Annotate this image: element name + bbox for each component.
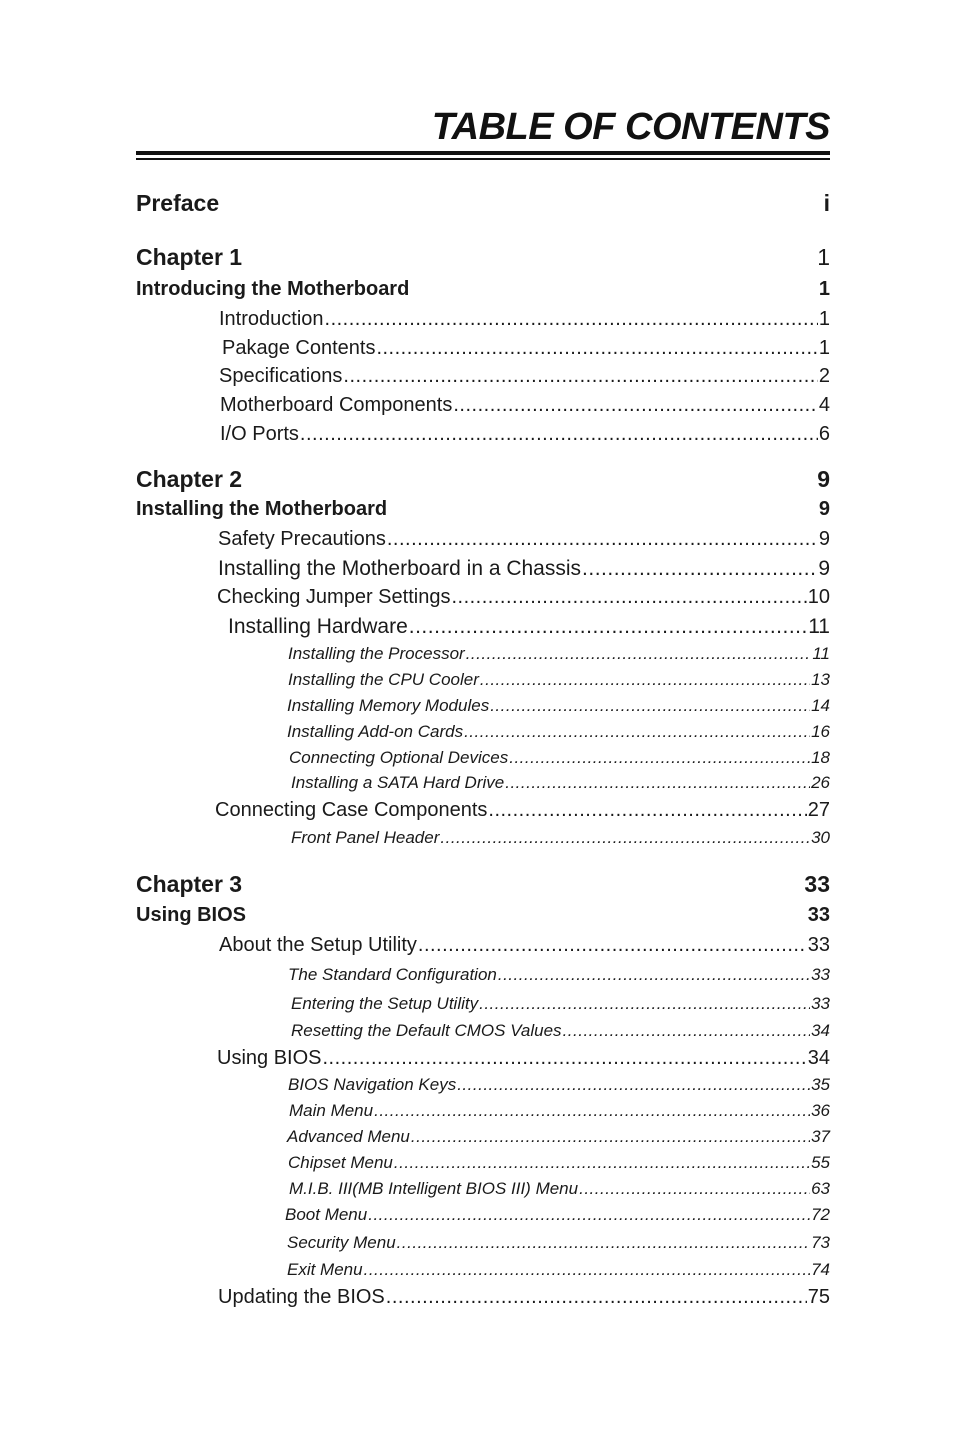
toc-entry[interactable] <box>220 394 830 417</box>
toc-entry[interactable] <box>291 773 830 793</box>
leader-dots <box>498 965 810 985</box>
toc-entry-text: Chipset Menu <box>288 1153 393 1172</box>
toc-entry[interactable] <box>219 308 830 331</box>
toc-entry-page: 63 <box>811 1179 830 1198</box>
toc-entry-page: 10 <box>807 586 830 608</box>
toc-entry-text: Chapter 2 <box>136 466 243 492</box>
toc-chapter-2-title[interactable] <box>136 498 830 521</box>
toc-entry-text: Installing the Processor <box>288 644 465 663</box>
leader-dots <box>411 1127 810 1147</box>
title-rule-thin <box>136 158 830 160</box>
toc-entry-text: Connecting Optional Devices <box>289 748 509 767</box>
toc-entry[interactable] <box>289 1179 830 1199</box>
toc-entry[interactable] <box>287 1127 830 1147</box>
toc-entry[interactable] <box>217 1047 830 1070</box>
leader-dots <box>505 773 810 793</box>
toc-entry-text: BIOS Navigation Keys <box>288 1075 457 1094</box>
toc-entry[interactable] <box>218 1286 830 1309</box>
toc-entry[interactable] <box>218 528 830 551</box>
toc-entry-page: 33 <box>807 904 830 926</box>
toc-entry-page: 14 <box>811 696 830 715</box>
toc-entry-page: 30 <box>811 828 830 847</box>
toc-entry-text: Introduction <box>219 308 324 330</box>
leader-dots <box>582 557 817 581</box>
toc-entry-page: 18 <box>811 748 830 767</box>
toc-entry-page: 33 <box>811 994 830 1013</box>
toc-entry-page: 4 <box>818 394 830 416</box>
toc-entry-text: Updating the BIOS <box>218 1286 385 1308</box>
toc-entry[interactable] <box>289 1101 830 1121</box>
toc-chapter-1-title[interactable] <box>136 278 830 301</box>
toc-entry[interactable] <box>288 670 830 690</box>
leader-dots <box>579 1179 810 1199</box>
toc-entry[interactable] <box>219 365 830 388</box>
toc-entry-text: Installing the Motherboard in a Chassis <box>218 557 582 580</box>
leader-dots <box>387 528 818 551</box>
leader-dots <box>376 337 817 360</box>
toc-chapter-3[interactable] <box>136 871 830 898</box>
toc-entry-text: Using BIOS <box>136 904 247 926</box>
toc-entry-text: Using BIOS <box>217 1047 322 1069</box>
leader-dots <box>488 799 806 822</box>
leader-dots <box>563 1021 811 1041</box>
toc-entry-page: 33 <box>811 965 830 984</box>
toc-entry-page: 6 <box>818 423 830 445</box>
toc-entry-text: Main Menu <box>289 1101 374 1120</box>
toc-chapter-3-title[interactable] <box>136 904 830 927</box>
toc-entry[interactable] <box>215 799 830 822</box>
toc-entry-page: 9 <box>818 498 830 520</box>
toc-entry-text: M.I.B. III(MB Intelligent BIOS III) Menu <box>289 1179 579 1198</box>
toc-entry-page: i <box>823 190 830 216</box>
toc-entry-text: Advanced Menu <box>287 1127 410 1146</box>
toc-entry-page: 1 <box>818 337 830 359</box>
toc-entry-page: 16 <box>811 722 830 741</box>
toc-entry[interactable] <box>291 828 830 848</box>
toc-entry[interactable] <box>287 722 830 742</box>
leader-dots <box>418 934 807 957</box>
toc-entry-page: 11 <box>812 644 830 663</box>
toc-entry[interactable] <box>219 934 830 957</box>
toc-entry-text: Motherboard Components <box>220 394 453 416</box>
leader-dots <box>509 748 810 768</box>
toc-entry-page: 9 <box>818 528 830 550</box>
toc-entry-text: Resetting the Default CMOS Values <box>291 1021 562 1040</box>
leader-dots <box>457 1075 810 1095</box>
leader-dots <box>343 365 817 388</box>
leader-dots <box>490 696 810 716</box>
toc-entry-page: 1 <box>818 278 830 300</box>
title-rule-thick <box>136 151 830 155</box>
toc-entry-text: Preface <box>136 190 220 216</box>
toc-entry[interactable] <box>291 1021 830 1041</box>
toc-entry-text: Pakage Contents <box>222 337 376 359</box>
toc-entry[interactable] <box>287 1260 830 1280</box>
toc-entry[interactable] <box>288 1075 830 1095</box>
leader-dots <box>397 1233 810 1253</box>
leader-dots <box>386 1286 807 1309</box>
toc-entry[interactable] <box>291 994 830 1014</box>
toc-entry[interactable] <box>285 1205 830 1225</box>
toc-entry-page: 72 <box>811 1205 830 1224</box>
toc-entry-text: Installing the Motherboard <box>136 498 388 520</box>
toc-entry-page: 11 <box>808 615 830 638</box>
leader-dots <box>325 308 818 331</box>
leader-dots <box>479 994 810 1014</box>
toc-entry-page: 33 <box>804 871 830 897</box>
toc-entry-page: 36 <box>811 1101 830 1120</box>
leader-dots <box>300 423 818 446</box>
leader-dots <box>374 1101 810 1121</box>
toc-entry[interactable] <box>218 557 830 581</box>
toc-entry-page: 75 <box>807 1286 830 1308</box>
toc-entry-page: 35 <box>811 1075 830 1094</box>
leader-dots <box>466 644 812 664</box>
toc-entry[interactable] <box>287 1233 830 1253</box>
toc-entry-text: Front Panel Header <box>291 828 440 847</box>
toc-entry-text: Chapter 3 <box>136 871 243 897</box>
toc-entry-page: 37 <box>811 1127 830 1146</box>
leader-dots <box>368 1205 810 1225</box>
toc-entry-text: Boot Menu <box>285 1205 368 1224</box>
leader-dots <box>464 722 810 742</box>
leader-dots <box>322 1047 806 1070</box>
leader-dots <box>453 394 818 417</box>
toc-entry-page: 13 <box>811 670 830 689</box>
toc-entry-text: Checking Jumper Settings <box>217 586 451 608</box>
toc-entry-text: Installing Memory Modules <box>287 696 490 715</box>
toc-entry-text: About the Setup Utility <box>219 934 417 956</box>
toc-entry-text: Safety Precautions <box>218 528 386 550</box>
toc-chapter-2[interactable] <box>136 466 830 493</box>
toc-entry[interactable] <box>228 615 830 639</box>
leader-dots <box>394 1153 810 1173</box>
leader-dots <box>440 828 810 848</box>
toc-entry-page: 74 <box>811 1260 830 1279</box>
toc-entry-text: Installing Hardware <box>228 615 408 638</box>
toc-entry[interactable] <box>220 423 830 446</box>
toc-entry[interactable] <box>217 586 830 609</box>
toc-entry-preface[interactable] <box>136 190 830 217</box>
toc-entry-page: 1 <box>818 308 830 330</box>
toc-entry-text: Installing Add-on Cards <box>287 722 464 741</box>
toc-entry-page: 9 <box>818 557 830 580</box>
toc-entry-text: Entering the Setup Utility <box>291 994 479 1013</box>
toc-entry-text: The Standard Configuration <box>288 965 497 984</box>
toc-entry-text: Installing the CPU Cooler <box>288 670 479 689</box>
toc-entry-text: Installing a SATA Hard Drive <box>291 773 505 792</box>
toc-chapter-1[interactable] <box>136 244 830 271</box>
toc-entry-page: 1 <box>817 244 830 270</box>
toc-entry[interactable] <box>288 644 830 664</box>
toc-entry[interactable] <box>222 337 830 360</box>
toc-entry-page: 55 <box>811 1153 830 1172</box>
toc-entry-page: 34 <box>807 1047 830 1069</box>
toc-entry-page: 26 <box>811 773 830 792</box>
toc-entry[interactable] <box>287 696 830 716</box>
toc-entry-text: Chapter 1 <box>136 244 243 270</box>
toc-entry-page: 33 <box>807 934 830 956</box>
toc-entry-text: Security Menu <box>287 1233 396 1252</box>
toc-entry-page: 27 <box>807 799 830 821</box>
toc-entry[interactable] <box>288 965 830 985</box>
toc-entry-text: Introducing the Motherboard <box>136 278 410 300</box>
page-title: TABLE OF CONTENTS <box>431 106 830 148</box>
toc-entry-text: Connecting Case Components <box>215 799 488 821</box>
leader-dots <box>480 670 810 690</box>
toc-entry-page: 9 <box>817 466 830 492</box>
toc-entry-page: 73 <box>811 1233 830 1252</box>
toc-entry[interactable] <box>288 1153 830 1173</box>
toc-entry-text: Specifications <box>219 365 343 387</box>
toc-entry-text: I/O Ports <box>220 423 299 445</box>
toc-entry-text: Exit Menu <box>287 1260 363 1279</box>
toc-entry[interactable] <box>289 748 830 768</box>
toc-entry-page: 2 <box>818 365 830 387</box>
leader-dots <box>451 586 806 609</box>
toc-entry-page: 34 <box>811 1021 830 1040</box>
leader-dots <box>364 1260 810 1280</box>
leader-dots <box>409 615 807 639</box>
